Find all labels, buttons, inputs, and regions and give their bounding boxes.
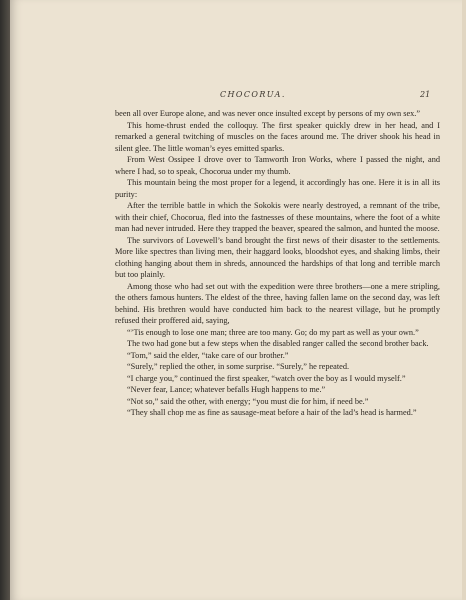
- paragraph: The survivors of Lovewell’s band brought the first news of their disaster to the settlements. More like spectres than living men, their haggard looks, bloodshot eyes, and shaking limbs, their clothing hanging about them in shreds, announced the hardships of that long and terrible march but too plainly.: [115, 235, 440, 279]
- paragraph: From West Ossipee I drove over to Tamworth Iron Works, where I passed the night, and where I had, so to speak, Chocorua under my thumb.: [115, 155, 440, 176]
- paragraph: “Not so,” said the other, with energy; “you must die for him, if need be.”: [127, 396, 369, 406]
- book-gutter-shadow: [0, 0, 10, 600]
- book-page: [10, 0, 466, 600]
- paragraph: “I charge you,” continued the first speaker, “watch over the boy as I would myself.”: [127, 373, 406, 383]
- running-title: CHOCORUA.: [220, 90, 286, 99]
- body-text: [115, 108, 440, 419]
- page-number: 21: [420, 90, 431, 99]
- paragraph: “Surely,” replied the other, in some surprise. “Surely,” he repeated.: [127, 362, 350, 371]
- paragraph: The two had gone but a few steps when the disabled ranger called the second brother back.: [127, 339, 429, 348]
- paragraph: “Never fear, Lance; whatever befalls Hugh happens to me.”: [127, 385, 326, 394]
- running-head: [10, 90, 466, 102]
- paragraph: “Tom,” said the elder, “take care of our brother.”: [127, 350, 289, 360]
- paragraph: This mountain being the most proper for a legend, it accordingly has one. Here it is in all its purity:: [115, 178, 440, 199]
- paragraph: “They shall chop me as fine as sausage-meat before a hair of the lad’s head is harmed.”: [127, 408, 417, 417]
- paragraph: “’Tis enough to lose one man; three are too many. Go; do my part as well as your own.”: [127, 327, 419, 337]
- paragraph: been all over Europe alone, and was never once insulted except by persons of my own sex.”: [115, 109, 421, 118]
- paragraph: Among those who had set out with the expedition were three brothers—one a mere stripling, the others famous hunters. The eldest of the three, having fallen lame on the second day, was left behind. His brethren would have conducted him back to the nearest village, but he promptly refused their proffered aid, saying,: [115, 281, 440, 325]
- paragraph: After the terrible battle in which the Sokokis were nearly destroyed, a remnant of the tribe, with their chief, Chocorua, fled into the fastnesses of these mountains, where the foot of a white man had never intruded. Here they trapped the beaver, speared the salmon, and hunted the moose.: [115, 201, 440, 233]
- paragraph: This home-thrust ended the colloquy. The first speaker quickly drew in her head, and I remarked a general twitching of muscles on the faces around me. The driver shook his head in silent glee. The little woman’s eyes emitted sparks.: [115, 120, 440, 153]
